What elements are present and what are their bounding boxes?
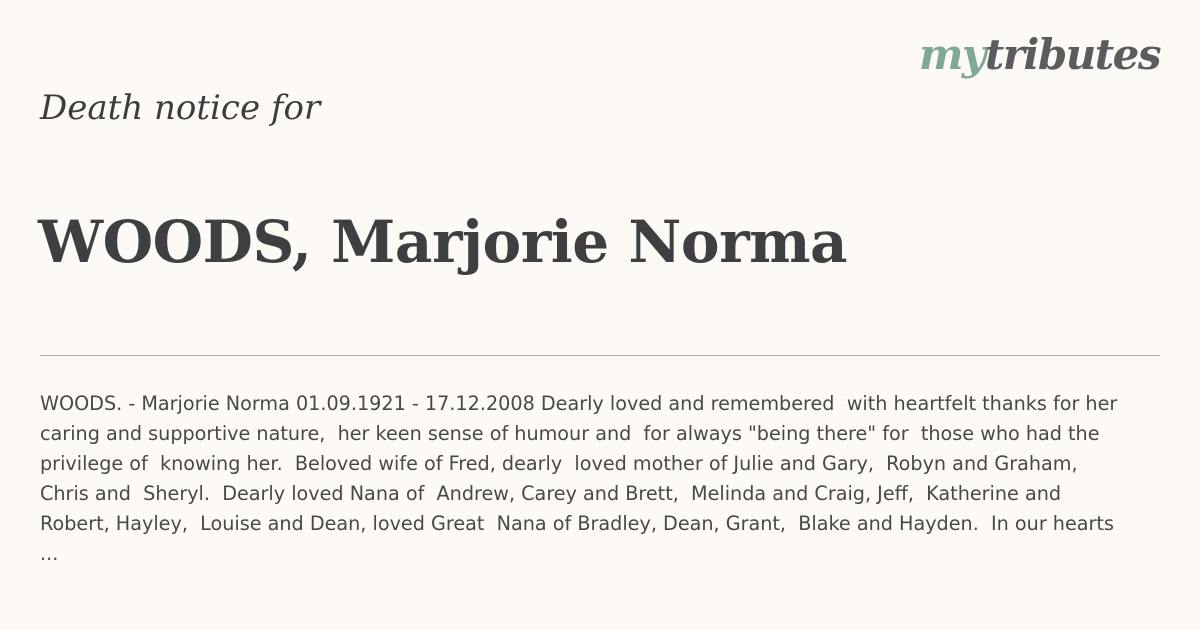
logo-tributes-text: tributes <box>984 30 1160 79</box>
deceased-name: WOODS, Marjorie Norma <box>38 208 848 276</box>
notice-line: Chris and Sheryl. Dearly loved Nana of Andrew, Carey and Brett, Melinda and Craig, Jeff, Katherine and <box>40 482 1062 505</box>
mytributes-logo[interactable] <box>918 30 1160 79</box>
divider <box>40 355 1160 356</box>
death-notice-heading: Death notice for <box>40 88 321 128</box>
notice-line: WOODS. - Marjorie Norma 01.09.1921 - 17.12.2008 Dearly loved and remembered with heartfelt thanks for her <box>40 392 1118 415</box>
notice-line: privilege of knowing her. Beloved wife of Fred, dearly loved mother of Julie and Gary, Robyn and Graham, <box>40 452 1078 475</box>
notice-line: caring and supportive nature, her keen sense of humour and for always "being there" for those who had the <box>40 422 1100 445</box>
logo-my-text: my <box>918 30 985 79</box>
notice-ellipsis: ... <box>40 542 59 565</box>
notice-line: Robert, Hayley, Louise and Dean, loved Great Nana of Bradley, Dean, Grant, Blake and Hayden. In our hearts <box>40 512 1114 535</box>
notice-text <box>40 389 1160 569</box>
